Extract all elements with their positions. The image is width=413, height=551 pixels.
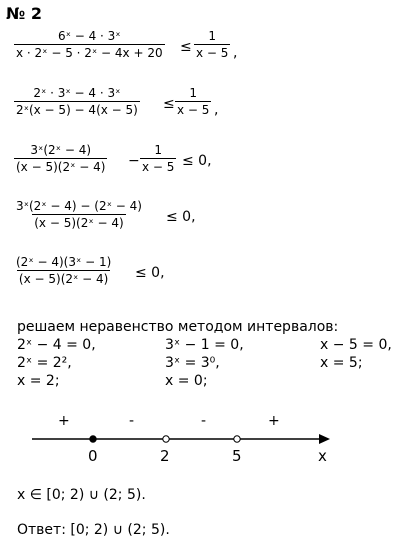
step3-denominator: (x − 5)(2ˣ − 4): [16, 160, 106, 174]
col1-line3: x = 2;: [17, 373, 60, 389]
point-2-open: [163, 436, 169, 442]
step5-relation: ≤ 0,: [135, 265, 165, 281]
step4-denominator: (x − 5)(2ˣ − 4): [34, 216, 124, 230]
sign-4: +: [268, 413, 280, 429]
step5-numerator: (2ˣ − 4)(3ˣ − 1): [16, 255, 112, 269]
step1-relation: ≤: [180, 39, 192, 55]
method-line: решаем неравенство методом интервалов:: [17, 319, 339, 335]
step4-relation: ≤ 0,: [166, 209, 196, 225]
col2-line2: 3ˣ = 3⁰,: [165, 355, 220, 371]
step3-rhs-denominator: x − 5: [142, 160, 175, 174]
point-label-5: 5: [232, 447, 242, 465]
step2-rhs-denominator: x − 5: [177, 103, 210, 117]
step2-comma: ,: [214, 102, 219, 118]
step1-rhs-numerator: 1: [208, 29, 217, 43]
step1-comma: ,: [233, 45, 238, 61]
axis-variable-label: x: [318, 447, 327, 465]
step1-denominator: x · 2ˣ − 5 · 2ˣ − 4x + 20: [16, 46, 163, 60]
sign-1: +: [58, 413, 70, 429]
point-0-filled: [90, 436, 96, 442]
answer-line: Ответ: [0; 2) ∪ (2; 5).: [17, 522, 170, 538]
point-5-open: [234, 436, 240, 442]
step1-numerator: 6ˣ − 4 · 3ˣ: [57, 29, 121, 43]
step2-denominator: 2ˣ(x − 5) − 4(x − 5): [16, 103, 138, 117]
point-label-2: 2: [160, 447, 170, 465]
step2-rhs-numerator: 1: [189, 86, 198, 100]
point-label-0: 0: [88, 447, 98, 465]
step5-denominator: (x − 5)(2ˣ − 4): [18, 272, 109, 286]
step2-numerator: 2ˣ · 3ˣ − 4 · 3ˣ: [33, 86, 121, 100]
step3-rhs-numerator: 1: [154, 143, 163, 157]
sign-3: -: [201, 413, 207, 429]
col1-line1: 2ˣ − 4 = 0,: [17, 337, 96, 353]
col2-line3: x = 0;: [165, 373, 208, 389]
col3-line1: x − 5 = 0,: [320, 337, 392, 353]
col2-line1: 3ˣ − 1 = 0,: [165, 337, 244, 353]
step3-minus: −: [128, 153, 140, 169]
sign-2: -: [129, 413, 135, 429]
problem-number: № 2: [6, 4, 42, 23]
step2-relation: ≤: [163, 96, 175, 112]
solution-line: x ∈ [0; 2) ∪ (2; 5).: [17, 487, 146, 503]
step4-numerator: 3ˣ(2ˣ − 4) − (2ˣ − 4): [16, 199, 142, 213]
step3-numerator: 3ˣ(2ˣ − 4): [30, 143, 92, 157]
axis-arrow-icon: [319, 434, 330, 444]
step3-relation: ≤ 0,: [182, 153, 212, 169]
col1-line2: 2ˣ = 2²,: [17, 355, 72, 371]
col3-line2: x = 5;: [320, 355, 363, 371]
step1-rhs-denominator: x − 5: [196, 46, 229, 60]
